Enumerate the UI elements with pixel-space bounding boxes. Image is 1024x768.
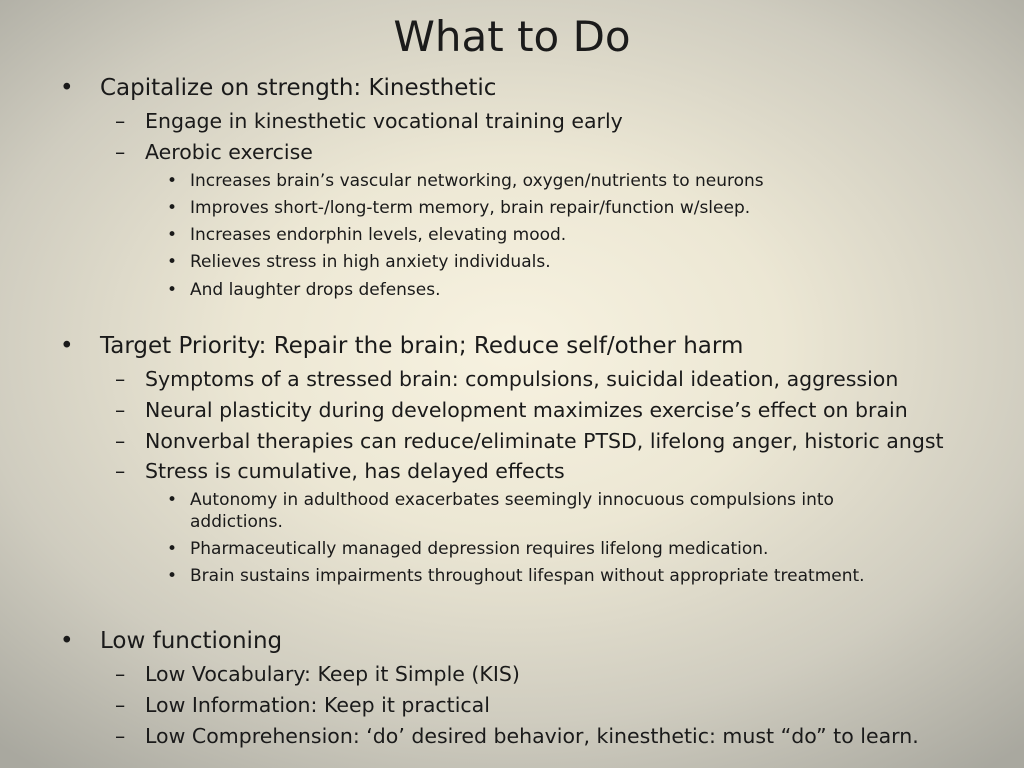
dash-marker: – (115, 693, 126, 717)
dash-marker: – (115, 398, 126, 422)
detail-text: Pharmaceutically managed depression requires lifelong medication. (190, 539, 769, 559)
bullet-text: Target Priority: Repair the brain; Reduce self/other harm (100, 333, 744, 359)
sub-bullet-text: Neural plasticity during development maximizes exercise’s effect on brain (145, 398, 908, 422)
detail-text: Brain sustains impairments throughout lifespan without appropriate treatment. (190, 566, 865, 586)
dash-marker: – (115, 367, 126, 391)
dash-marker: – (115, 429, 126, 453)
bullet-marker: • (60, 75, 74, 101)
bullet-text: Low functioning (100, 628, 283, 654)
detail-text: Increases endorphin levels, elevating mood. (190, 225, 567, 245)
dot-marker: • (167, 539, 178, 559)
detail-text: And laughter drops defenses. (190, 280, 441, 300)
bullet-marker: • (60, 333, 74, 359)
sub-bullet-text: Low Information: Keep it practical (145, 693, 490, 717)
sub-bullet-text: Low Vocabulary: Keep it Simple (KIS) (145, 662, 520, 686)
dot-marker: • (167, 566, 178, 586)
sub-bullet-text: Aerobic exercise (145, 140, 313, 164)
dot-marker: • (167, 171, 178, 191)
detail-text: Improves short-/long-term memory, brain repair/function w/sleep. (190, 198, 751, 218)
detail-text: Autonomy in adulthood exacerbates seemingly innocuous compulsions into (190, 490, 834, 510)
dash-marker: – (115, 724, 126, 748)
dash-marker: – (115, 140, 126, 164)
sub-bullet-text: Engage in kinesthetic vocational training early (145, 109, 623, 133)
dash-marker: – (115, 459, 126, 483)
dot-marker: • (167, 225, 178, 245)
dot-marker: • (167, 490, 178, 510)
sub-bullet-text: Low Comprehension: ‘do’ desired behavior, kinesthetic: must “do” to learn. (145, 724, 919, 748)
dash-marker: – (115, 109, 126, 133)
dash-marker: – (115, 662, 126, 686)
detail-text: Increases brain’s vascular networking, oxygen/nutrients to neurons (190, 171, 764, 191)
dot-marker: • (167, 280, 178, 300)
detail-text: Relieves stress in high anxiety individuals. (190, 252, 551, 272)
dot-marker: • (167, 198, 178, 218)
sub-bullet-text: Symptoms of a stressed brain: compulsions, suicidal ideation, aggression (145, 367, 899, 391)
sub-bullet-text: Stress is cumulative, has delayed effects (145, 459, 565, 483)
slide-title: What to Do (393, 12, 631, 61)
dot-marker: • (167, 252, 178, 272)
detail-text: addictions. (190, 512, 283, 532)
bullet-text: Capitalize on strength: Kinesthetic (100, 75, 497, 101)
bullet-marker: • (60, 628, 74, 654)
sub-bullet-text: Nonverbal therapies can reduce/eliminate PTSD, lifelong anger, historic angst (145, 429, 944, 453)
